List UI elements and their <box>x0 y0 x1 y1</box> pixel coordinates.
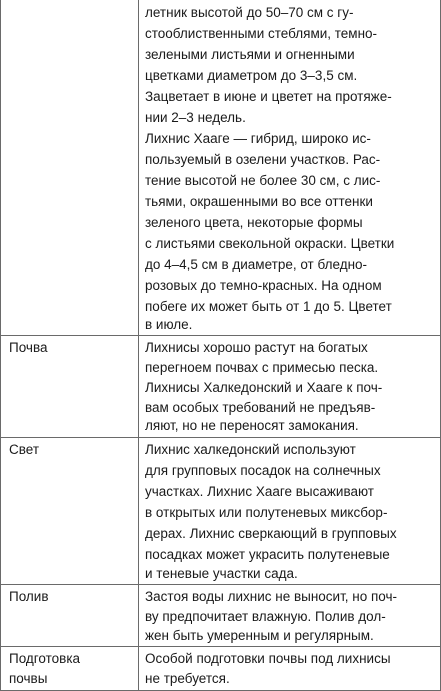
cell-text-line: Лихнисы Халкедонский и Хааге к поч- <box>145 380 383 395</box>
cell-text-line: нии 2–3 недель. <box>145 110 246 125</box>
cell-text-line: ляют, но не переносят замокания. <box>145 418 359 433</box>
cell-text-line: Особой подготовки почвы под лихнисы <box>145 651 391 666</box>
cell-text-line: Лихнис Хааге — гибрид, широко ис- <box>145 131 371 146</box>
table-border-left <box>0 0 1 691</box>
cell-text-line: дерах. Лихнис сверкающий в групповых <box>145 526 397 541</box>
cell-text-line: пользуемый в озелени участков. Рас- <box>145 152 381 167</box>
cell-text-line: зелеными листьями и огненными <box>145 47 355 62</box>
row-label-soil-preparation: Подготовка <box>9 651 81 666</box>
cell-text-line: стооблиственными стеблями, темно- <box>145 26 378 41</box>
cell-text-line: перегноем почвах с примесью песка. <box>145 360 379 375</box>
cell-text-line: жен быть умеренным и регулярным. <box>145 628 374 643</box>
cell-text-line: в июле. <box>145 317 193 332</box>
cell-text-line: Застоя воды лихнис не выносит, но поч- <box>145 589 398 604</box>
cell-text-line: в открытых или полутеневых миксбор- <box>145 505 388 520</box>
cell-text-line: побеге их может быть от 1 до 5. Цветет <box>145 299 392 314</box>
cell-text-line: не требуется. <box>145 671 230 686</box>
table-column-divider <box>138 0 139 691</box>
cell-text-line: ву предпочитает влажную. Полив дол- <box>145 609 386 624</box>
cell-text-line: зеленого цвета, некоторые формы <box>145 215 363 230</box>
cell-text-line: до 4–4,5 см в диаметре, от бледно- <box>145 257 368 272</box>
cell-text-line: посадках может украсить полутеневые <box>145 547 390 562</box>
row-label-watering: Полив <box>9 589 49 604</box>
cell-text-line: тьями, окрашенными во все оттенки <box>145 194 373 209</box>
cell-text-line: Лихнисы хорошо растут на богатых <box>145 340 368 355</box>
row-divider <box>0 335 441 336</box>
row-label-soil-preparation: почвы <box>9 671 48 686</box>
cell-text-line: тение высотой не более 30 см, с лис- <box>145 173 381 188</box>
row-label-light: Свет <box>9 442 40 457</box>
cell-text-line: с листьями свекольной окраски. Цветки <box>145 236 395 251</box>
cell-text-line: розовых до темно-красных. На одном <box>145 278 382 293</box>
cell-text-line: Лихнис халкедонский используют <box>145 442 356 457</box>
row-divider <box>0 437 441 438</box>
cell-text-line: и теневые участки сада. <box>145 566 298 581</box>
cell-text-line: летник высотой до 50–70 см с гу- <box>145 5 354 20</box>
cell-text-line: для групповых посадок на солнечных <box>145 463 381 478</box>
cell-text-line: участках. Лихнис Хааге высаживают <box>145 484 374 499</box>
cell-text-line: цветками диаметром до 3–3,5 см. <box>145 68 358 83</box>
cell-text-line: вам особых требований не предъяв- <box>145 400 376 415</box>
cell-text-line: Зацветает в июне и цветет на протяже- <box>145 89 392 104</box>
row-label-soil: Почва <box>9 340 48 355</box>
